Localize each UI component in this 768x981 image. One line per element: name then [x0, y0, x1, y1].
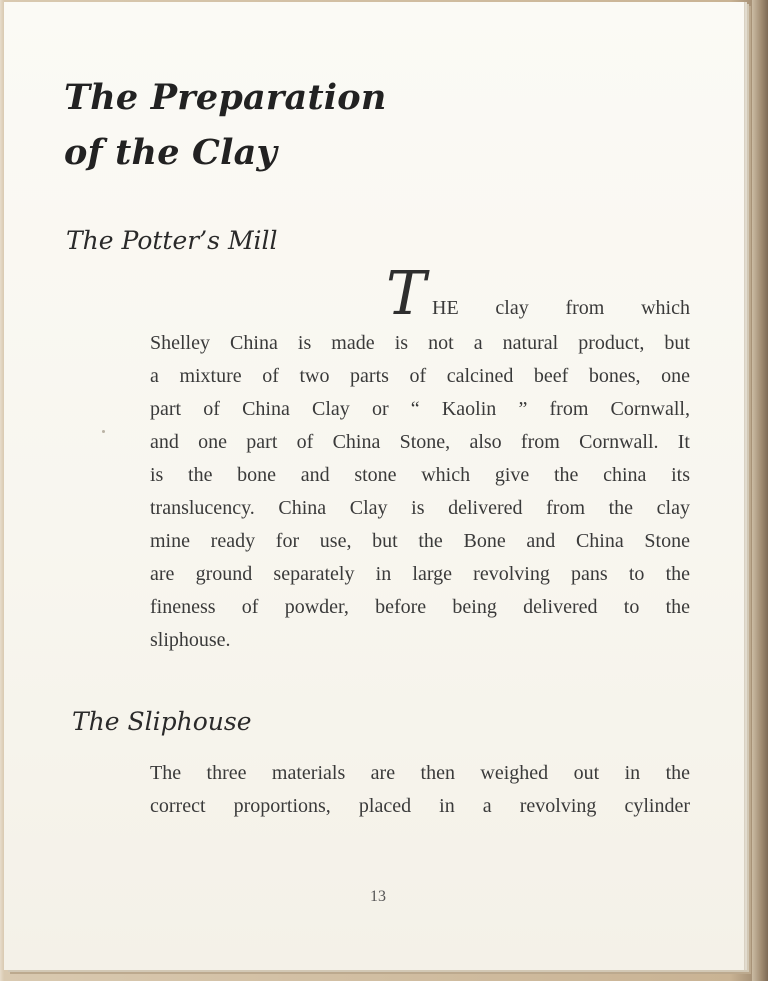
section-heading-sliphouse: The Sliphouse: [72, 707, 252, 736]
opening-line-text: HE clay from which: [432, 297, 690, 319]
text-line: are ground separately in large revolving pans to the: [150, 563, 690, 585]
text-line: part of China Clay or “ Kaolin ” from Cornwall,: [150, 398, 690, 420]
title-line: of the Clay: [64, 132, 278, 173]
text-line: is the bone and stone which give the china its: [150, 464, 690, 486]
page-sheet: [4, 2, 745, 970]
page-title: [64, 70, 387, 180]
text-line: sliphouse.: [150, 629, 231, 651]
paper-speck: [102, 430, 105, 433]
text-line: a mixture of two parts of calcined beef bones, one: [150, 365, 690, 387]
drop-cap: T: [386, 259, 427, 329]
text-line: The three materials are then weighed out in the: [150, 762, 690, 784]
paragraph-potters-mill: [150, 327, 690, 657]
title-line: The Preparation: [64, 77, 387, 118]
page-number: 13: [370, 888, 386, 905]
text-line: translucency. China Clay is delivered from the clay: [150, 497, 690, 519]
text-line: mine ready for use, but the Bone and China Stone: [150, 530, 690, 552]
opening-line: [386, 259, 690, 329]
book-edge: [752, 0, 768, 981]
text-line: Shelley China is made is not a natural product, but: [150, 332, 690, 354]
text-line: fineness of powder, before being delivered to the: [150, 596, 690, 618]
text-line: correct proportions, placed in a revolving cylinder: [150, 795, 690, 817]
paragraph-sliphouse: [150, 757, 690, 823]
text-line: and one part of China Stone, also from Cornwall. It: [150, 431, 690, 453]
section-heading-potters-mill: The Potter’s Mill: [66, 226, 278, 255]
